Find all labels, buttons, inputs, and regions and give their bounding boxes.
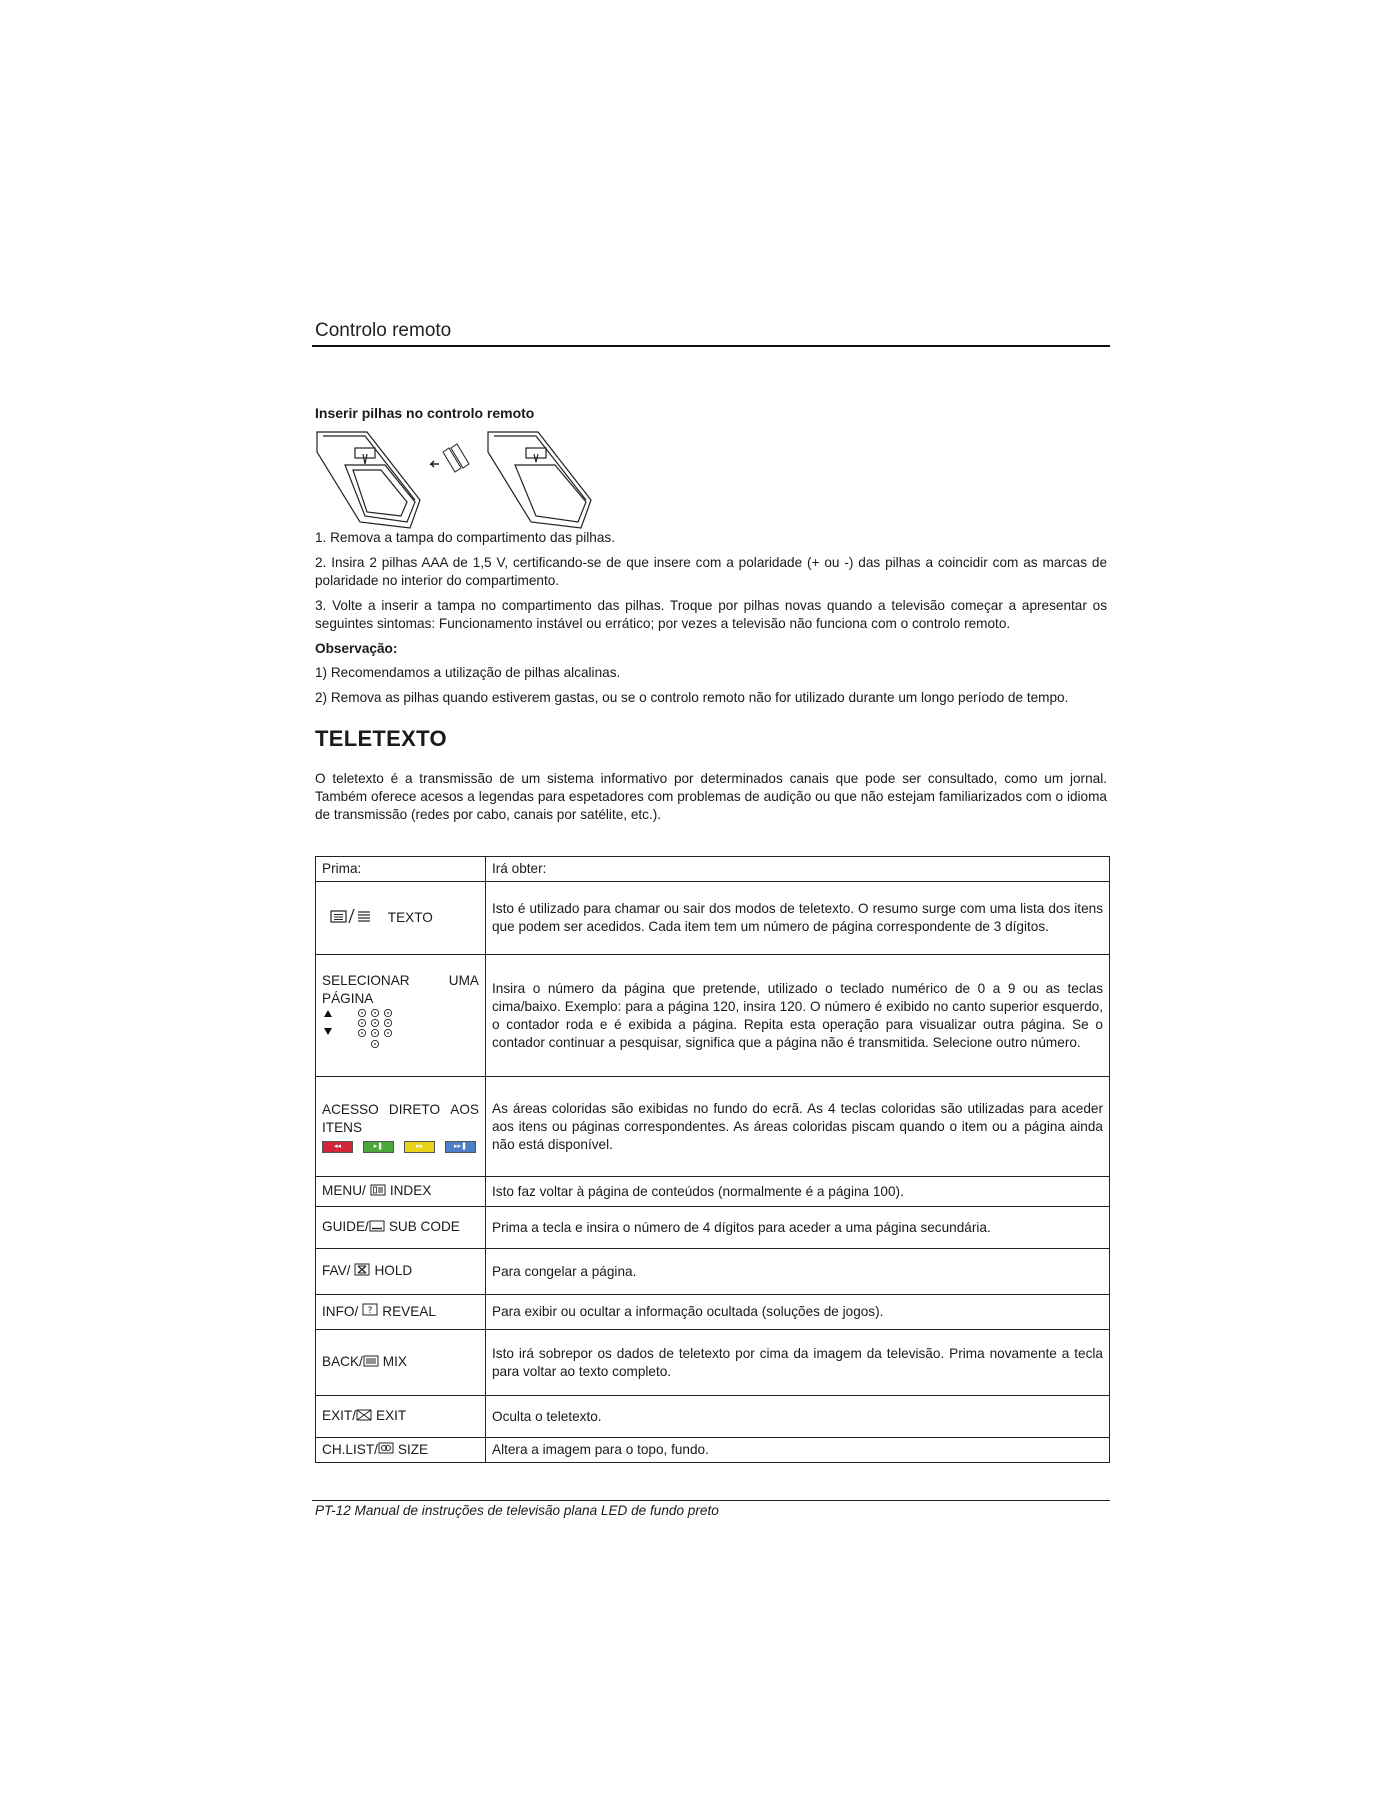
key-cell (316, 1077, 486, 1177)
exit-icon (356, 1408, 372, 1426)
table-row (316, 1177, 1110, 1207)
key-label: BACK/ (322, 1354, 363, 1370)
battery-heading: Inserir pilhas no controlo remoto (315, 405, 535, 421)
key-cell (316, 1295, 486, 1330)
battery-step: 3. Volte a inserir a tampa no compartimento das pilhas. Troque por pilhas novas quando a televisão começar a apresentar os seguintes sintomas: Funcionamento instável ou errático; por vezes a televisão não funciona com o controlo remoto. (315, 598, 1107, 631)
hold-icon (354, 1263, 370, 1281)
page-footer: PT-12 Manual de instruções de televisão plana LED de fundo preto (315, 1503, 719, 1518)
key-label: MIX (382, 1354, 407, 1370)
section-title: Controlo remoto (315, 320, 452, 341)
note-item: 1) Recomendamos a utilização de pilhas alcalinas. (315, 665, 621, 680)
key-label: ACESSO (322, 1101, 379, 1117)
yellow-key-icon: ▸▸ (404, 1141, 435, 1153)
battery-steps (315, 529, 1107, 714)
key-label: CH.LIST/ (322, 1442, 378, 1457)
footer-divider (312, 1500, 1110, 1501)
key-label: EXIT/ (322, 1408, 356, 1424)
key-label: SELECIONAR (322, 973, 410, 988)
key-label: INDEX (389, 1183, 432, 1199)
key-label: SIZE (397, 1442, 429, 1457)
remote-open-illustration (317, 432, 420, 528)
header-press: Prima: (316, 857, 486, 882)
note-item: 2) Remova as pilhas quando estiverem gastas, ou se o controlo remoto não for utilizado durante um longo período de tempo. (315, 690, 1069, 705)
key-cell (316, 1249, 486, 1295)
key-label: MENU/ (322, 1183, 366, 1199)
teletext-intro: O teletexto é a transmissão de um sistema informativo por determinados canais que pode ser consultado, como um jornal. Também oferece acesos a legendas para espetadores com problemas de audição ou que não estejam familiarizados com o idioma de transmissão (redes por cabo, canais por satélite, etc.). (315, 771, 1107, 822)
header-divider (312, 345, 1110, 347)
key-label: SUB CODE (388, 1219, 460, 1235)
teletext-table (315, 856, 1110, 1463)
battery-illustration (315, 430, 605, 530)
key-label: INFO/ (322, 1303, 359, 1319)
key-label: REVEAL (382, 1303, 436, 1319)
table-row (316, 882, 1110, 955)
table-row (316, 955, 1110, 1077)
green-key-icon: ▸❚ (363, 1141, 394, 1153)
remote-closed-illustration (488, 432, 591, 528)
table-row (316, 1396, 1110, 1438)
key-cell (316, 1396, 486, 1438)
color-keys (322, 1141, 479, 1153)
key-description: Isto irá sobrepor os dados de teletexto por cima da imagem da televisão. Prima novamente a tecla para voltar ao texto completo. (486, 1330, 1110, 1396)
key-description: Insira o número da página que pretende, utilizado o teclado numérico de 0 a 9 ou as teclas cima/baixo. Exemplo: para a página 120, insira 120. O número é exibido no canto superior esquerdo, o contador roda e é exibida a página. Repita esta operação para visualizar outra página. Se o contador continuar a pesquisar, significa que a página não é transmitida. Selecione outro número. (486, 955, 1110, 1077)
size-icon (378, 1441, 394, 1459)
table-row (316, 1295, 1110, 1330)
key-description: Oculta o teletexto. (486, 1396, 1110, 1438)
table-row (316, 1330, 1110, 1396)
key-description: Isto faz voltar à página de conteúdos (normalmente é a página 100). (486, 1177, 1110, 1207)
header-result: Irá obter: (486, 857, 1110, 882)
key-description: As áreas coloridas são exibidas no fundo do ecrã. As 4 teclas coloridas são utilizadas para aceder aos itens ou páginas correspondentes. As áreas coloridas piscam quando o item ou a página ainda não está disponível. (486, 1077, 1110, 1177)
blue-key-icon: ▸▸❚ (445, 1141, 476, 1153)
key-cell (316, 1330, 486, 1396)
table-row (316, 1207, 1110, 1249)
key-cell (316, 882, 486, 955)
teletext-heading: TELETEXTO (315, 726, 447, 751)
battery-step: 1. Remova a tampa do compartimento das pilhas. (315, 530, 615, 545)
key-label: HOLD (374, 1263, 413, 1279)
key-cell (316, 955, 486, 1077)
battery-step: 2. Insira 2 pilhas AAA de 1,5 V, certificando-se de que insere com a polaridade (+ ou -) das pilhas a coincidir com as marcas de polaridade no interior do compartimento. (315, 555, 1107, 588)
note-title: Observação: (315, 641, 398, 656)
key-label: UMA (448, 973, 479, 988)
key-description: Para congelar a página. (486, 1249, 1110, 1295)
batteries-icon (431, 444, 469, 472)
subcode-icon (369, 1219, 385, 1237)
key-description: Altera a imagem para o topo, fundo. (486, 1438, 1110, 1463)
key-label: GUIDE/ (322, 1219, 369, 1235)
table-header-row (316, 857, 1110, 882)
key-description: Para exibir ou ocultar a informação ocultada (soluções de jogos). (486, 1295, 1110, 1330)
key-cell (316, 1177, 486, 1207)
red-key-icon: ◂◂ (322, 1141, 353, 1153)
key-label: AOS (450, 1101, 479, 1117)
reveal-icon (362, 1303, 378, 1321)
teletext-icon (330, 908, 374, 929)
table-row (316, 1077, 1110, 1177)
svg-text:?: ? (367, 1306, 373, 1317)
key-label: FAV/ (322, 1263, 351, 1279)
index-icon (370, 1183, 386, 1201)
key-label: TEXTO (387, 909, 433, 925)
key-label: ITENS (322, 1119, 363, 1135)
key-cell (316, 1438, 486, 1463)
key-cell (316, 1207, 486, 1249)
key-label: DIRETO (388, 1101, 441, 1117)
table-row (316, 1438, 1110, 1463)
table-row (316, 1249, 1110, 1295)
key-description: Isto é utilizado para chamar ou sair dos modos de teletexto. O resumo surge com uma lista dos itens que podem ser acedidos. Cada item tem um número de página correspondente de 3 dígitos. (486, 882, 1110, 955)
up-down-numpad-icon (322, 1008, 402, 1054)
key-label: EXIT (376, 1408, 407, 1424)
mix-icon (363, 1354, 379, 1372)
key-description: Prima a tecla e insira o número de 4 dígitos para aceder a uma página secundária. (486, 1207, 1110, 1249)
key-label: PÁGINA (322, 991, 374, 1006)
